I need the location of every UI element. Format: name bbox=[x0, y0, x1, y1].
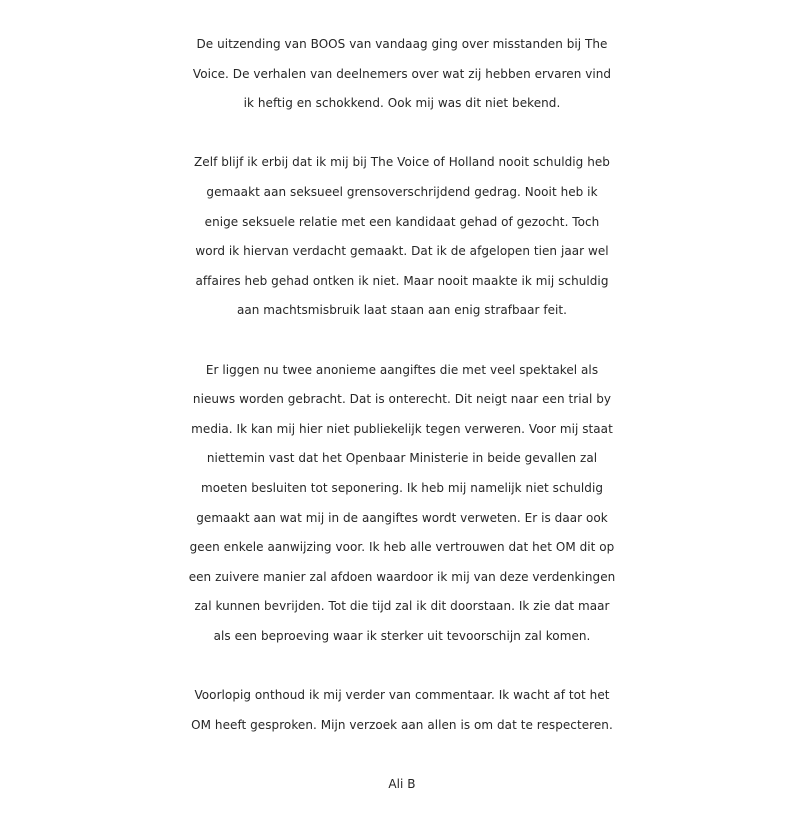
paragraph-line: als een beproeving waar ik sterker uit tevoorschijn zal komen. bbox=[213, 628, 591, 643]
paragraph-line: een zuivere manier zal afdoen waardoor ik mij van deze verdenkingen bbox=[188, 569, 616, 584]
paragraph-line: media. Ik kan mij hier niet publiekelijk tegen verweren. Voor mij staat bbox=[191, 421, 613, 436]
paragraph-line: Zelf blijf ik erbij dat ik mij bij The Voice of Holland nooit schuldig heb bbox=[194, 155, 610, 170]
paragraph-gap bbox=[0, 740, 804, 770]
paragraph-line: geen enkele aanwijzing voor. Ik heb alle vertrouwen dat het OM dit op bbox=[189, 540, 615, 555]
paragraph-gap bbox=[0, 119, 804, 149]
paragraph-line: gemaakt aan seksueel grensoverschrijdend gedrag. Nooit heb ik bbox=[206, 184, 598, 199]
paragraph-line: affaires heb gehad ontken ik niet. Maar nooit maakte ik mij schuldig bbox=[195, 273, 609, 288]
paragraph-line: nieuws worden gebracht. Dat is onterecht. Dit neigt naar een trial by bbox=[192, 392, 612, 407]
paragraph-line: enige seksuele relatie met een kandidaat gehad of gezocht. Toch bbox=[204, 214, 600, 229]
paragraph-line: niettemin vast dat het Openbaar Ministerie in beide gevallen zal bbox=[206, 451, 598, 466]
paragraph-line: De uitzending van BOOS van vandaag ging over misstanden bij The bbox=[196, 37, 608, 51]
paragraph-4 bbox=[0, 681, 804, 740]
statement-text bbox=[0, 30, 804, 799]
paragraph-line: OM heeft gesproken. Mijn verzoek aan allen is om dat te respecteren. bbox=[191, 717, 613, 732]
paragraph-line: zal kunnen bevrijden. Tot die tijd zal ik dit doorstaan. Ik zie dat maar bbox=[194, 599, 610, 614]
paragraph-line: aan machtsmisbruik laat staan aan enig strafbaar feit. bbox=[236, 303, 568, 318]
paragraph-line: moeten besluiten tot seponering. Ik heb mij namelijk niet schuldig bbox=[200, 480, 604, 495]
paragraph-gap bbox=[0, 651, 804, 681]
paragraph-line: ik heftig en schokkend. Ook mij was dit niet bekend. bbox=[243, 96, 561, 111]
paragraph-line: Er liggen nu twee anonieme aangiftes die met veel spektakel als bbox=[205, 362, 599, 377]
paragraph-line: Voorlopig onthoud ik mij verder van commentaar. Ik wacht af tot het bbox=[194, 688, 610, 703]
paragraph-3 bbox=[0, 356, 804, 652]
paragraph-1 bbox=[0, 30, 804, 119]
paragraph-2 bbox=[0, 148, 804, 326]
paragraph-line: Voice. De verhalen van deelnemers over wat zij hebben ervaren vind bbox=[192, 66, 612, 81]
paragraph-line: gemaakt aan wat mij in de aangiftes wordt verweten. Er is daar ook bbox=[196, 510, 608, 525]
signature: Ali B bbox=[388, 776, 416, 791]
paragraph-gap bbox=[0, 326, 804, 356]
paragraph-line: word ik hiervan verdacht gemaakt. Dat ik de afgelopen tien jaar wel bbox=[195, 244, 609, 259]
